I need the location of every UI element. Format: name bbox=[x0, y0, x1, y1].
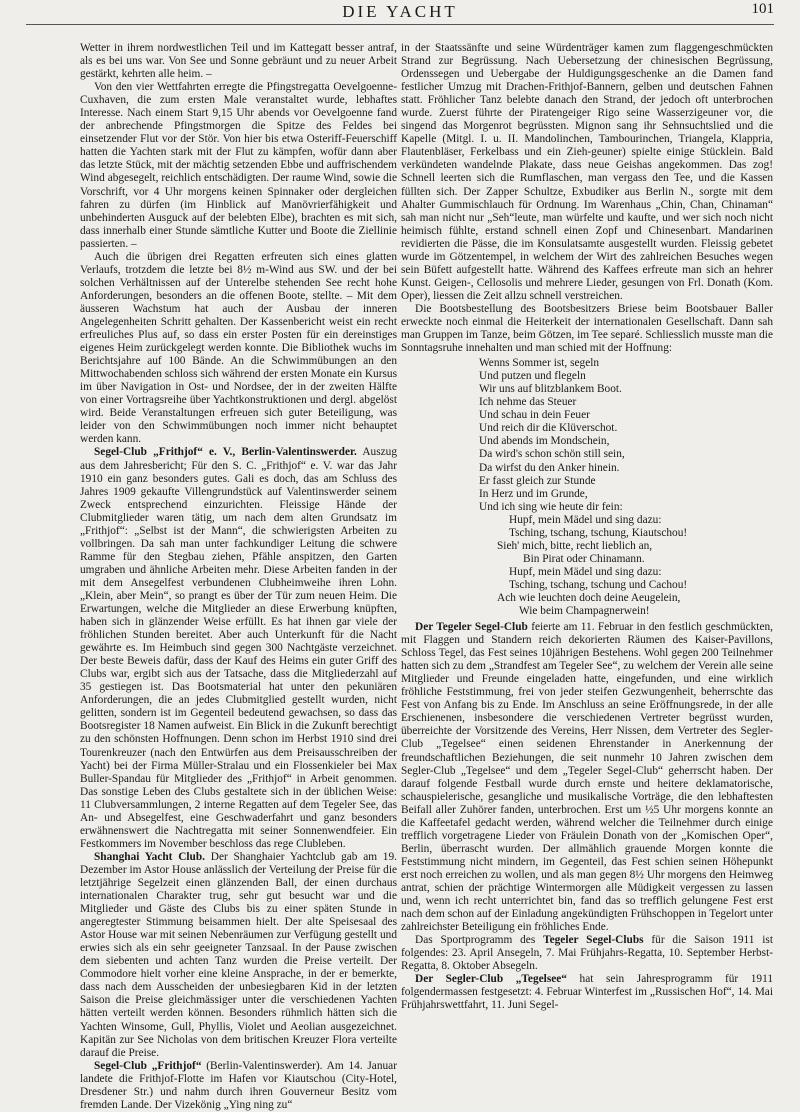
paragraph-text: Der Shanghaier Yachtclub gab am 19. Dezember im Astor House anlässlich der Verteilung der Preise für die letztjährige Segelzeit einen glänzenden Ball, der einen durchaus internationalen Charakter trug, sehr gut besucht war und die Mitglieder und Gäste des Clubs bis zu einer späten Stunde in angeregtester Stimmung beisammen hielt. Der alte Speisesaal des Astor House war mit seinen Nebenräumen zur Verfügung gestellt und erwies sich als ein sehr geeigneter Tanzsaal. In der Pause zwischen dem siebenten und achten Tanz wurden die Preise verteilt. Der Commodore hielt vorher eine kleine Ansprache, in der er bemerkte, dass nach dem Ausscheiden der unbesiegbaren Kid in der letzten Saison die Preise gleichmässiger unter die verschiedenen Yachten hätten verteilt werden können. Besonders rühmlich hätten sich die Yachten Winsome, Gull, Phyllis, Violet und Aeolian ausgezeichnet. Kapitän zur See Nicholas von dem britischen Kreuzer Flora verteilte darauf die Preise. bbox=[80, 850, 397, 1059]
right-column bbox=[401, 42, 773, 1087]
poem-line: Bin Pirat oder Chinamann. bbox=[523, 552, 645, 565]
paragraph-text: hat sein Jahresprogramm für 1911 folgendermassen festgesetzt: 4. Februar Winterfest im „Russischen Hof“, 14. Mai Frühjahrswettfahrt, 11. Juni Segel- bbox=[401, 973, 774, 1012]
poem-line: Und reich dir die Klüverschot. bbox=[479, 422, 618, 435]
section-heading: Tegeler Segel-Clubs bbox=[543, 934, 644, 947]
journal-title: DIE YACHT bbox=[342, 2, 458, 21]
section-heading: Segel-Club „Frithjof“ e. V., Berlin-Valentinswerder. bbox=[94, 446, 357, 459]
paragraph bbox=[401, 934, 773, 973]
paragraph-text: für die Saison 1911 ist folgendes: 23. April Ansegeln, 7. Mai Frühjahrs-Regatta, 10. September Herbst-Regatta, 8. Oktober Absegeln. bbox=[401, 934, 773, 973]
page-header bbox=[26, 0, 774, 25]
poem-line: Wie beim Champagnerwein! bbox=[519, 605, 650, 618]
paragraph bbox=[401, 621, 773, 934]
section-heading: Segel-Club „Frithjof“ bbox=[94, 1059, 202, 1072]
page-number: 101 bbox=[751, 1, 774, 17]
paragraph: Von den vier Wettfahrten erregte die Pfingstregatta Oevelgoenne-Cuxhaven, die zum ersten Male veranstaltet wurde, lebhaftes Interesse. Nach einem Start 9,15 Uhr abends vor Oevelgoenne fand der anbrechende Pfingstmorgen die Spitze des Feldes bei einsetzender Flut vor der Stör. Von hier bis etwa Osteriff-Feuerschiff hatten die Yachten stark mit der Flut zu kämpfen, wofür dann aber das letzte Stück, mit der mächtig setzenden Ebbe und auffrischendem Wind abgesegelt, reichlich entschädigten. Der raume Wind, sowie die Vorschrift, vor 4 Uhr morgens keinen Spinnaker oder dergleichen fahren zu dürfen (im Hinblick auf Manövrierfähigkeit und unbehinderten Ausguck auf der belebten Elbe), brachten es mit sich, dass innerhalb einer Stunde sämtliche Kutter und Boote die Ziellinie passierten. – bbox=[80, 81, 397, 250]
poem-line: Wir uns auf blitzblankem Boot. bbox=[479, 383, 622, 396]
paragraph-text: feierte am 11. Februar in den festlich geschmückten, mit Flaggen und Standern reich dekorierten Räumen des Kaiser-Pavillons, Schloss Tegel, das Fest seines 10jährigen Bestehens. Wohl gegen 200 Teilnehmer hatten sich zu dem „Strandfest am Tegeler See“, zu welchem der Verein alle seine Mitglieder und Freunde eingeladen hatte, eingefunden, und eine wirklich fröhliche Feststimmung, frei von jeder steifen Gezwungenheit, beherrschte das Fest von Anfang bis zu Ende. Im Anschluss an seine Eröffnungsrede, in der alle Erschienenen, insbesondere die verschiedenen Vertreter begrüsst wurden, überreichte der Vorsitzende des Vereins, Herr Nissen, dem Vertreter des Segler-Club „Tegelsee“ einen seidenen Ehrenstander in Anerkennung der freundschaftlichen Beziehungen, die seit nunmehr 10 Jahren zwischen dem Segler-Club „Tegelsee“ und dem „Tegeler Segel-Club“ geherrscht haben. Der darauf folgende Festball wurde durch ernste und heitere deklamatorische, schauspielerische, gesangliche und musikalische Vorträge, die den lebhaftesten Beifall aller Zuhörer fanden, unterbrochen. Erst um ½5 Uhr morgens konnte an die Kaffeetafel gedacht werden, während welcher die Teilnehmer durch einige trefflich vorgetragene Lieder von Fräulein Donath von der „Komischen Oper“, Berlin, überrascht wurden. Der allmählich grauende Morgen konnte die Feststimmung nicht mindern, im Gegenteil, das Fest schien seinen Höhepunkt erst noch erreichen zu wollen, und als man gegen 8½ Uhr morgens den Heimweg antrat, schien der prächtige Wintermorgen alle Müdigkeit vergessen zu lassen und, wenn ich recht unterrichtet bin, fand das so trefflich gelungene Fest erst nach dem schon auf der Einladung angekündigten Frühschoppen in Tegelort unter zahlreichster Beteiligung ein fröhliches Ende. bbox=[401, 621, 773, 934]
poem-line: Und putzen und flegeln bbox=[479, 370, 586, 383]
paragraph-text: (Berlin-Valentinswerder). Am 14. Januar landete die Frithjof-Flotte im Hafen vor Kiautschou (City-Hotel, Dresdener Str.) und nahm durch ihren Gouverneur Besitz vom fremden Lande. Der Vizekönig „Ying ning zu“ bbox=[80, 1059, 397, 1111]
section-heading: Shanghai Yacht Club. bbox=[94, 850, 205, 863]
poem-line: Sieh' mich, bitte, recht lieblich an, bbox=[497, 539, 653, 552]
poem-line: Und ich sing wie heute dir fein: bbox=[479, 500, 623, 513]
paragraph: Die Bootsbestellung des Bootsbesitzers Briese beim Bootsbauer Baller erweckte noch einmal die Heiterkeit der internationalen Gesellschaft. Dann sah man Gruppen im Tanze, beim Götzen, im Tee separé. Schliesslich musste man die Sonntagsruhe innehalten und man schied mit der Hoffnung: bbox=[401, 302, 773, 355]
poem-line: Ach wie leuchten doch deine Aeugelein, bbox=[497, 591, 681, 604]
paragraph: Wetter in ihrem nordwestlichen Teil und im Kattegatt besser antraf, als es bei uns war. Von See und Sonne gebräunt und zu neuer Arbeit gestärkt, kehrten alle heim. – bbox=[80, 42, 397, 81]
poem-line: Tsching, tschang, tschung, Kiautschou! bbox=[509, 526, 688, 539]
poem-line: Tsching, tschang, tschung und Cachou! bbox=[509, 578, 688, 591]
poem bbox=[401, 357, 773, 618]
poem-line: Und abends im Mondschein, bbox=[479, 435, 610, 448]
paragraph bbox=[401, 973, 773, 1012]
poem-line: Da wird's schon schön still sein, bbox=[479, 448, 625, 461]
paragraph bbox=[80, 446, 397, 850]
paragraph-text: Das Sportprogramm des bbox=[415, 934, 544, 947]
poem-line: Er fasst gleich zur Stunde bbox=[479, 474, 596, 487]
poem-line: In Herz und im Grunde, bbox=[479, 487, 588, 500]
section-heading: Der Segler-Club „Tegelsee“ bbox=[415, 973, 567, 986]
poem-line: Wenns Sommer ist, segeln bbox=[479, 357, 600, 370]
paragraph bbox=[80, 1060, 397, 1112]
paragraph bbox=[80, 851, 397, 1060]
left-column bbox=[80, 42, 397, 1111]
poem-line: Hupf, mein Mädel und sing dazu: bbox=[509, 565, 662, 578]
paragraph: Auch die übrigen drei Regatten erfreuten sich eines glatten Verlaufs, trotzdem die letzte bei 8½ m-Wind aus SW. und der bei solchen Verhältnissen auf der Unterelbe stehenden See recht hohe Anforderungen, besonders an die offenen Boote, stellte. – Mit dem äusseren Wachstum hat auch der Ausbau der inneren Angelegenheiten Schritt gehalten. Der Kassenbericht weist ein recht erfreuliches Plus auf, so dass ein erster Posten für ein dereinstiges eigenes Heim zurückgelegt werden konnte. Die Bibliothek wuchs im Berichtsjahre auf 100 Bände. An die Schwimmübungen an den Mittwochabenden schloss sich während der ersten Monate ein Kursus im über Navigation in Ost- und Nordsee, der in der zweiten Hälfte von einer Vortragsreihe über Yachtkonstruktionen und dergl. abgelöst wird. Beide Veranstaltungen erfreuen sich guter Beteiligung, was leider von den Schwimmübungen noch immer nicht behauptet werden kann. bbox=[80, 250, 397, 446]
poem-line: Da wirfst du den Anker hinein. bbox=[479, 461, 620, 474]
paragraph-text: Auszug aus dem Jahresbericht; Für den S. C. „Frithjof“ e. V. war das Jahr 1910 ein ganz besonders gutes. Gali es doch, das am Schluss des Jahres 1909 gekaufte Villengrundstück auf Valentinswerder seinem Zweck entsprechend einzurichten. Fleissige Hände der Clubmitglieder waren tätig, um nach dem alten Grundsatz im „Frithjof“: „Selbst ist der Mann“, die schwierigsten Arbeiten zu vollbringen. Da sah man unter fachkundiger Leitung die schwere Ramme für den Stegbau ziehen, Pfähle anspitzen, den Garten umgraben und ähnliche Arbeiten mehr. Diese Arbeiten fanden in der mit dem Ansegelfest verbundenen Clubheimweihe ihren Lohn. „Klein, aber Mein“, so prangt es über der Tür zum neuen Heim. Die Erwartungen, welche die Mitglieder an diese Erwerbung knüpften, haben sich in glänzender Weise erfüllt. Es hat ihnen gar viele der fröhlichen Stunden bereitet. Aber auch Unterkunft für die Nacht gewährte es. Im Heimbuch sind gegen 300 Nachtgäste verzeichnet. Der beste Beweis dafür, dass der Kauf des Heims ein guter Griff des Clubs war, ergibt sich aus der Tatsache, dass die Mitgliederzahl auf 35 gestiegen ist. Das Bootsmaterial hat unter den pekuniären Anforderungen, die an jedes Clubmitglied gestellt wurden, nicht gelitten, sondern ist im Gegenteil bedeutend gewachsen, so dass das Bootsregister 18 Namen aufweist. Ein Blick in die Zukunft berechtigt zu den schönsten Hoffnungen. Denn schon im Herbst 1910 sind drei Tourenkreuzer (nach den Entwürfen aus dem Preisausschreiben der Yacht) bei der Firma Müller-Stralau und ein Flossenkieler bei Max Buller-Spandau für Mitglieder des „Frithjof“ in Arbeit genommen. Das sonstige Leben des Clubs gestaltete sich in der üblichen Weise: 11 Clubversammlungen, 2 interne Regatten auf dem Tegeler See, das An- und Absegelfest, eine Geschwaderfahrt und ganz besonders erwähnenswert die Nachtregatta mit seiner Sonnenwendfeier. Ein Festkommers im November beschloss das rege Clubleben. bbox=[80, 446, 397, 850]
section-heading: Der Tegeler Segel-Club bbox=[415, 621, 528, 634]
paragraph: in der Staatssänfte und seine Würdenträger kamen zum flaggengeschmückten Strand zur Begrüssung. Nach Uebersetzung der chinesischen Begrüssung, Ordenssegen und Uebergabe der Huldigungsgeschenke an die Damen fand festlicher Umzug mit Drachen-Frithjof-Bannern, gelben und deutschen Fahnen statt. Fröhlicher Tanz belebte danach den Strand, der jedoch oft unterbrochen wurde. Zuerst führte der Piratengeiger Rigo seine Wasserzigeuner vor, die singend das Morgenrot begrüssten. Mignon sang ihr Sehnsuchtslied und die Kapelle (Mitgl. I. u. II. Mandolinchen, Tambourinchen, Triangela, Klappria, Flautenbläser, Ferkelbass und ein Zieh-geuner) spielte einige Stücklein. Bald verkündeten wandelnde Plakate, dass neue Geishas angekommen. Das zog! Schnell leerten sich die Rumflaschen, man vergass den Tee, und die Kassen füllten sich. Der Zapper Schultze, Exbudiker aus Berlin N., sorgte mit dem Ahalter Gummischlauch für Ordnung. Im Warenhaus „Chin, Chan, Chinaman“ sah man nicht nur „Seh“leute, man würfelte und kaufte, und wer sich noch nicht heimisch fühlte, erstand schnell einen Zopf und Chinesenbart. Mandarinen revidierten die Pässe, die im Konsulatsamte ausgestellt wurden. Fleissig gebetet wurde im Götzentempel, in welchem der Wirt des zahlreichen Besuches wegen sein Büfett aufgestellt hatte. Während des Kaffees erfreute man sich an hehrer Kunst. Geigen-, Cellosolis und mehrere Lieder, gesungen von Frl. Donath (Kom. Oper), liessen die Zeit allzu schnell verstreichen. bbox=[401, 42, 773, 302]
poem-line: Und schau in dein Feuer bbox=[479, 409, 590, 422]
poem-line: Ich nehme das Steuer bbox=[479, 396, 577, 409]
poem-line: Hupf, mein Mädel und sing dazu: bbox=[509, 513, 662, 526]
